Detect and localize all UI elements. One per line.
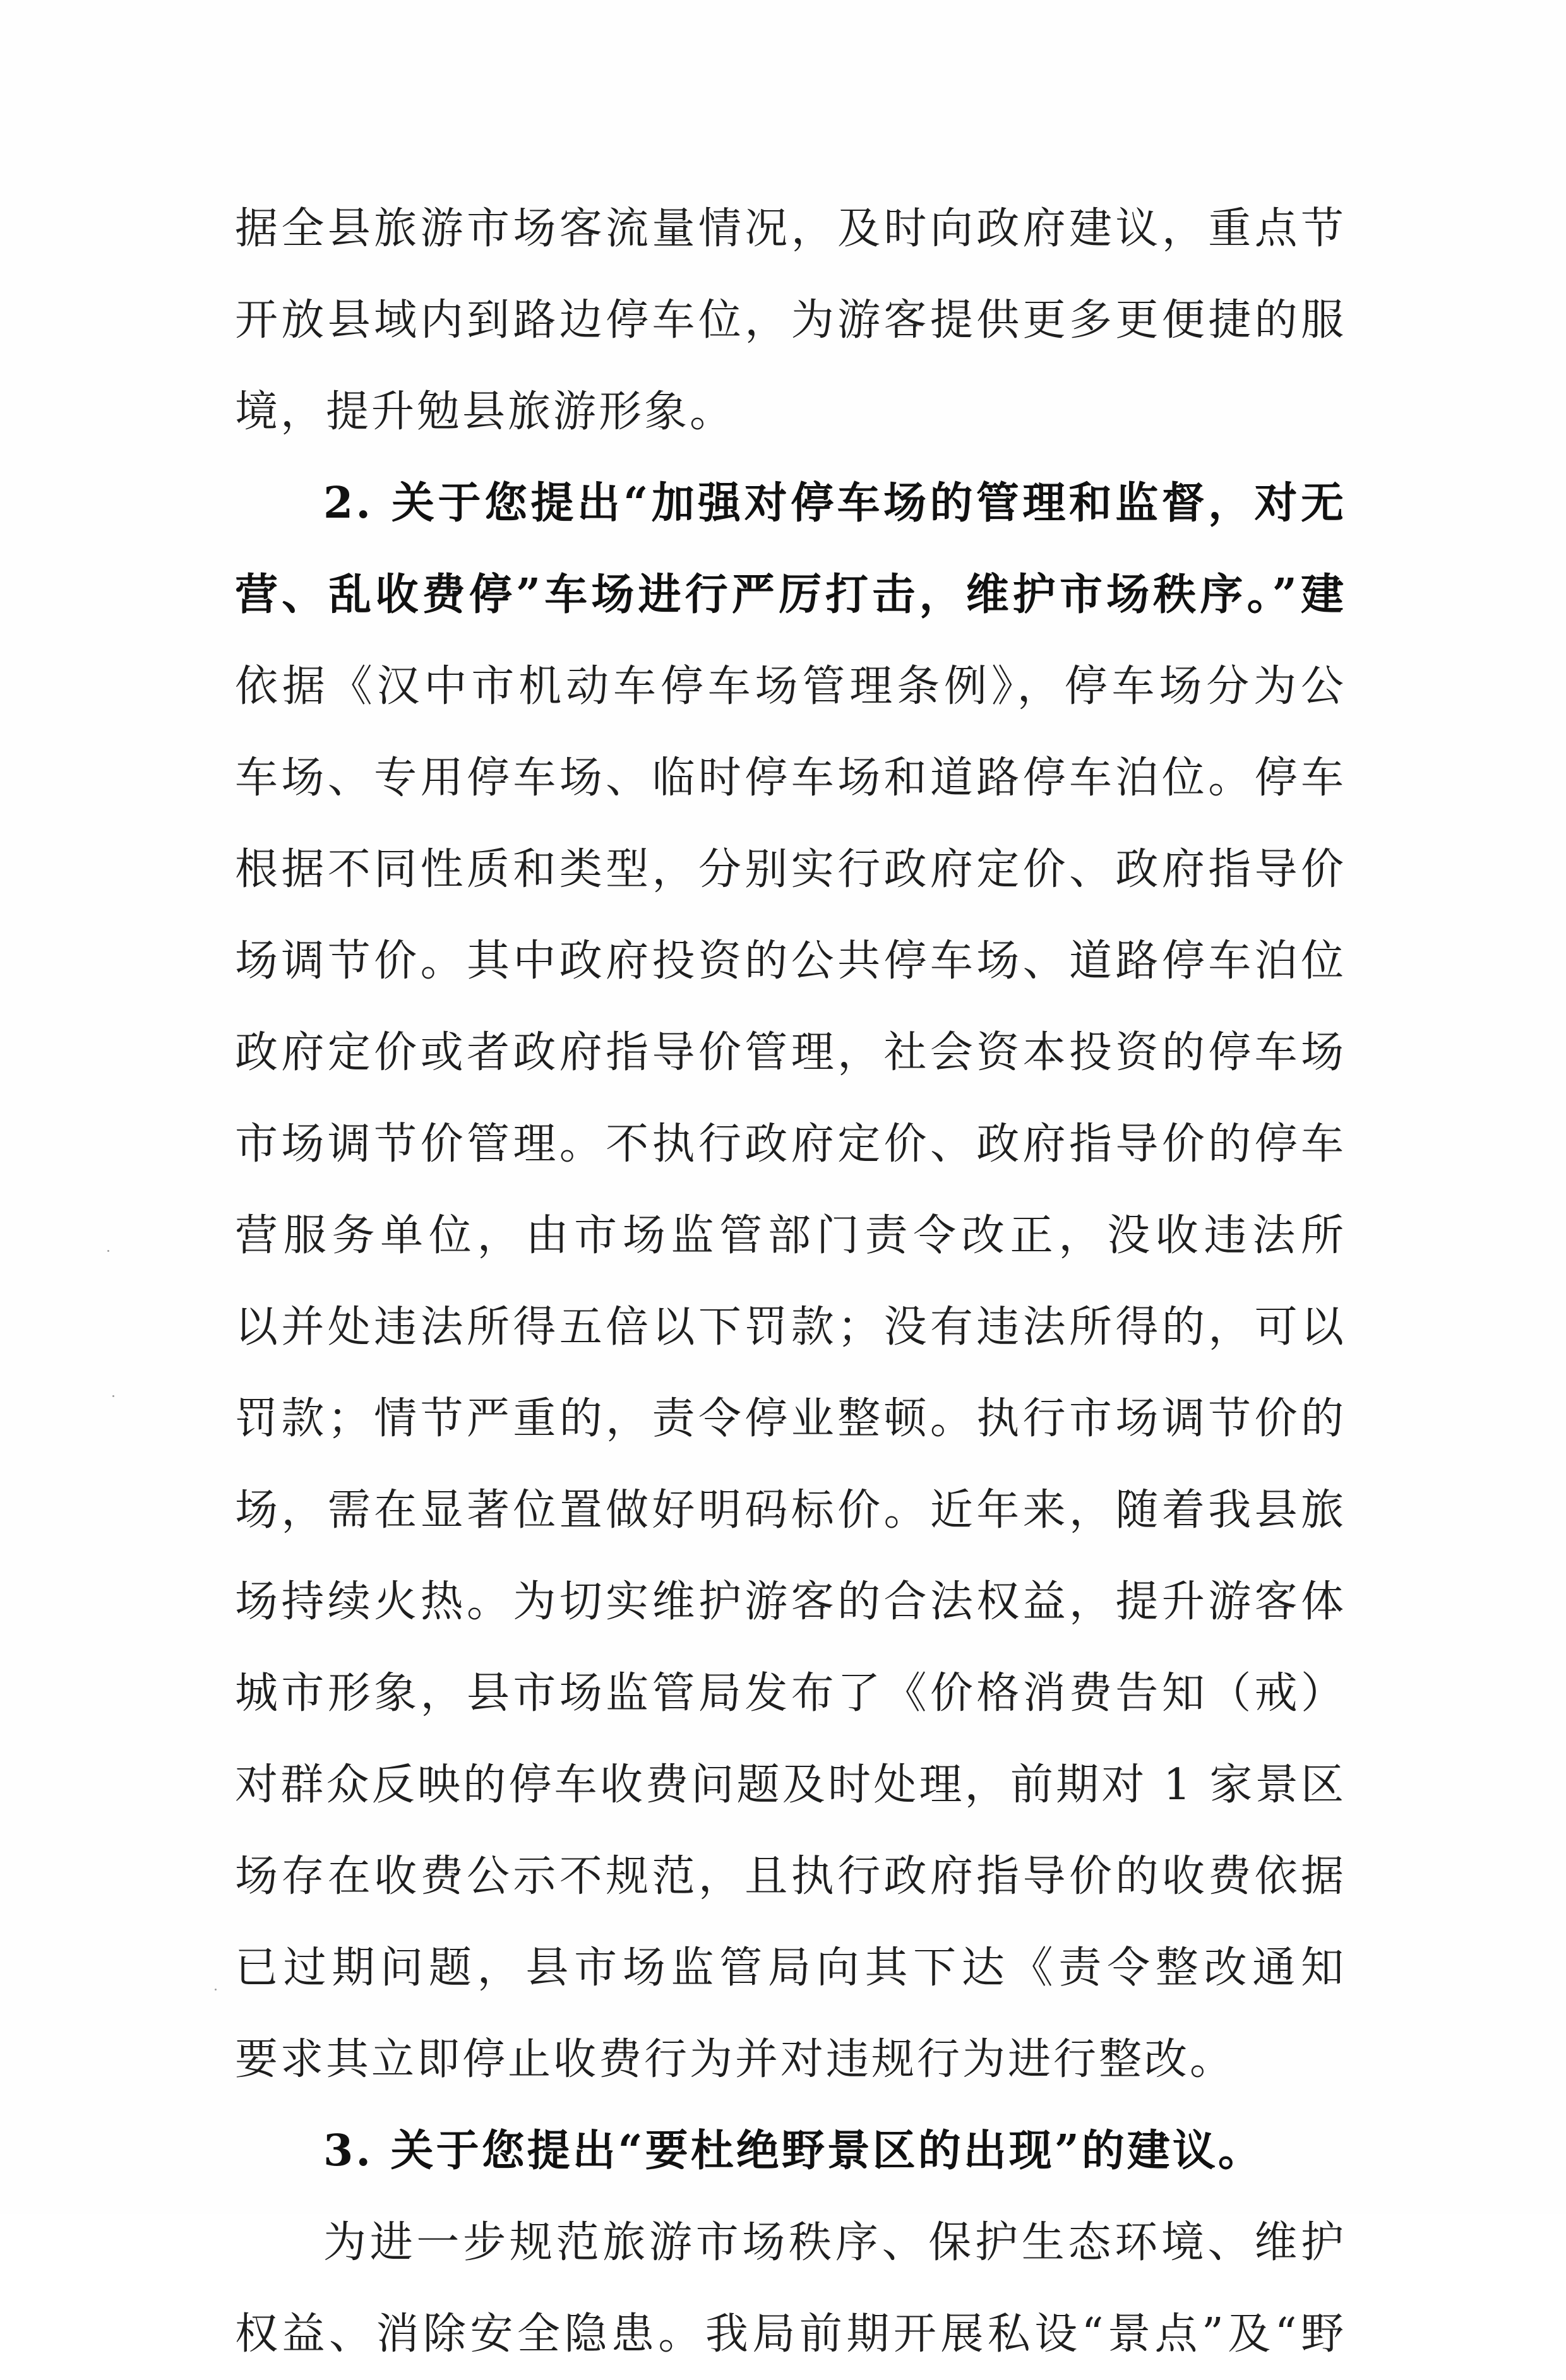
- document-body: [235, 183, 1346, 2380]
- section-heading-3: 3. 关于您提出“要杜绝野景区的出现”的建议。: [323, 2126, 1264, 2176]
- body-line: 城市形象，县市场监管局发布了《价格消费告知（戒）: [235, 1669, 1346, 1718]
- body-line: 场持续火热。为切实维护游客的合法权益，提升游客体: [235, 1577, 1346, 1627]
- body-line: 境，提升勉县旅游形象。: [235, 387, 736, 437]
- body-line: 依据《汉中市机动车停车场管理条例》，停车场分为公: [235, 662, 1346, 711]
- body-line: 根据不同性质和类型，分别实行政府定价、政府指导价: [235, 845, 1346, 895]
- body-line: 以并处违法所得五倍以下罚款；没有违法所得的，可以: [235, 1302, 1346, 1352]
- body-line: 据全县旅游市场客流量情况，及时向政府建议，重点节: [235, 204, 1346, 254]
- scan-speck: [112, 1395, 114, 1397]
- section-heading-2-line: 营、乱收费停”车场进行严厉打击，维护市场秩序。”建: [235, 569, 1346, 620]
- body-line: 场存在收费公示不规范，且执行政府指导价的收费依据: [235, 1852, 1346, 1901]
- body-line: 场，需在显著位置做好明码标价。近年来，随着我县旅: [235, 1485, 1346, 1535]
- body-line: 政府定价或者政府指导价管理，社会资本投资的停车场: [235, 1028, 1346, 1078]
- body-line: 要求其立即停止收费行为并对违规行为进行整改。: [235, 2035, 1236, 2085]
- body-line: 为进一步规范旅游市场秩序、保护生态环境、维护: [323, 2218, 1346, 2268]
- scan-speck: [215, 1989, 217, 1990]
- body-line: 开放县域内到路边停车位，为游客提供更多更便捷的服: [235, 295, 1346, 345]
- section-heading-2-line: 2. 关于您提出“加强对停车场的管理和监督，对无: [323, 478, 1346, 528]
- body-line: 对群众反映的停车收费问题及时处理，前期对 1 家景区: [235, 1760, 1346, 1810]
- body-line: 罚款；情节严重的，责令停业整顿。执行市场调节价的: [235, 1394, 1346, 1444]
- body-line: 已过期问题，县市场监管局向其下达《责令整改通知: [235, 1943, 1346, 1993]
- scan-speck: [107, 1250, 109, 1252]
- body-line: 车场、专用停车场、临时停车场和道路停车泊位。停车: [235, 753, 1346, 803]
- body-line: 市场调节价管理。不执行政府定价、政府指导价的停车: [235, 1119, 1346, 1169]
- body-line: 营服务单位，由市场监管部门责令改正，没收违法所: [235, 1211, 1346, 1261]
- body-line: 权益、消除安全隐患。我局前期开展私设“景点”及“野: [235, 2309, 1346, 2359]
- body-line: 场调节价。其中政府投资的公共停车场、道路停车泊位: [235, 936, 1346, 986]
